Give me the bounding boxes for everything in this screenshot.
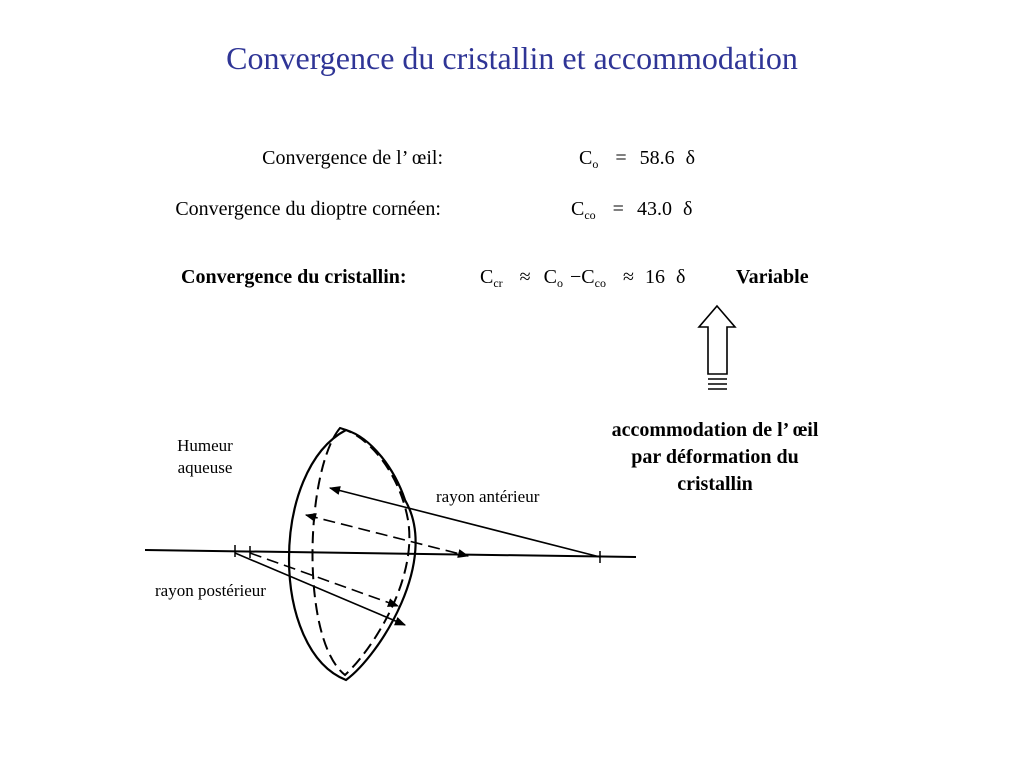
eye-symbol: C	[579, 147, 593, 169]
aqueous-humor-line-2: aqueuse	[177, 458, 233, 477]
anterior-ray-solid	[330, 488, 600, 557]
lens-outline-solid	[289, 430, 416, 680]
posterior-ray-dashed	[250, 553, 398, 606]
lens-term-1-sub: o	[557, 276, 563, 290]
lens-symbol: C	[480, 266, 494, 288]
optical-axis	[145, 550, 636, 557]
slide-title: Convergence du cristallin et accommodation	[226, 40, 798, 76]
eye-unit: δ	[685, 147, 696, 169]
posterior-ray-solid	[235, 553, 405, 625]
eye-convergence-label: Convergence de l’ œil:	[262, 147, 443, 169]
accommodation-line-1: accommodation de l’ œil	[611, 419, 819, 441]
lens-minus: −	[570, 266, 582, 288]
accommodation-line-3: cristallin	[677, 473, 753, 495]
posterior-ray-label: rayon postérieur	[155, 581, 266, 600]
aqueous-humor-line-1: Humeur	[177, 436, 233, 455]
cornea-unit: δ	[682, 198, 693, 220]
anterior-ray-label: rayon antérieur	[436, 487, 540, 506]
lens-approx-2: ≈	[622, 266, 634, 288]
eye-equals: =	[615, 147, 627, 169]
eye-symbol-sub: o	[592, 157, 599, 171]
cornea-symbol-sub: co	[584, 208, 596, 222]
cornea-equals: =	[612, 198, 624, 220]
cornea-symbol: C	[571, 198, 585, 220]
lens-value: 16	[644, 266, 665, 288]
anterior-ray-dashed	[306, 515, 468, 556]
lens-term-1: C	[543, 266, 557, 288]
lens-approx-1: ≈	[519, 266, 531, 288]
accommodation-line-2: par déformation du	[631, 446, 799, 468]
lens-convergence-label: Convergence du cristallin:	[181, 266, 407, 288]
lens-unit: δ	[675, 266, 686, 288]
eye-value: 58.6	[639, 147, 675, 169]
variable-note: Variable	[736, 266, 809, 288]
cornea-value: 43.0	[636, 198, 672, 220]
lens-outline-dashed	[313, 428, 410, 675]
lens-symbol-sub: cr	[493, 276, 503, 290]
lens-term-2-sub: co	[594, 276, 606, 290]
cornea-convergence-label: Convergence du dioptre cornéen:	[175, 198, 441, 220]
lens-term-2: C	[581, 266, 595, 288]
